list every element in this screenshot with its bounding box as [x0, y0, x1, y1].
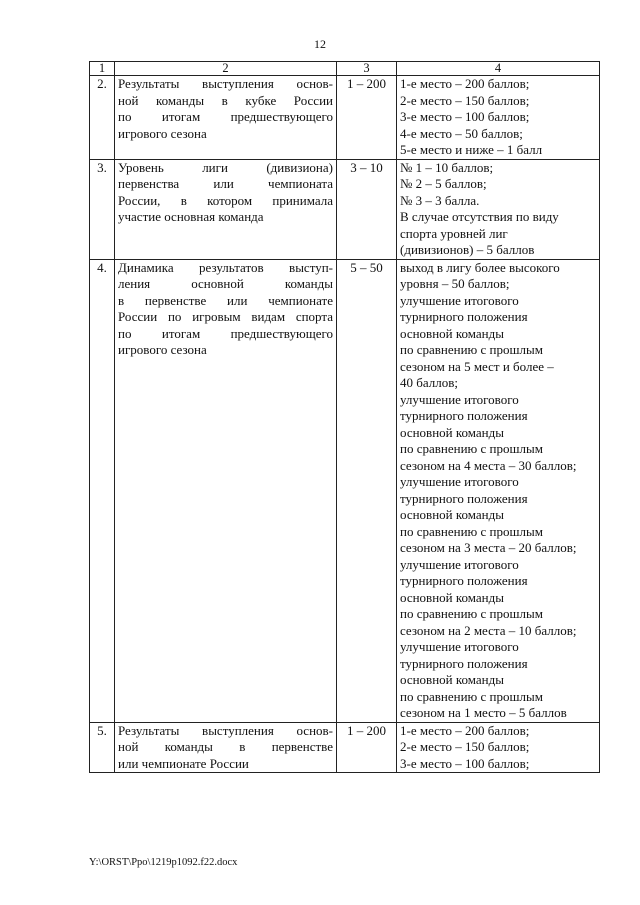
scoring-line: 2-е место – 150 баллов; — [400, 739, 530, 754]
table-row — [90, 159, 600, 259]
scoring-line: турнирного положения — [400, 573, 528, 588]
scoring-line: основной команды — [400, 672, 504, 687]
scoring-line: В случае отсутствия по виду — [400, 209, 559, 224]
scoring-cell — [397, 722, 600, 773]
scoring-line: 3-е место – 100 баллов; — [400, 109, 530, 124]
scoring-line: по сравнению с прошлым — [400, 688, 543, 704]
scoring-line: выход в лигу более высокого — [400, 259, 560, 275]
header-cell: 3 — [337, 62, 397, 76]
row-number: 3. — [90, 159, 115, 259]
scoring-line: улучшение итогового — [400, 292, 519, 308]
table-header-row — [90, 62, 600, 76]
file-path-footer: Y:\ORST\Ppo\1219p1092.f22.docx — [89, 857, 238, 868]
criterion-line: Результаты выступления основ- — [118, 76, 333, 91]
scoring-line: сезоном на 1 место – 5 баллов — [400, 705, 567, 720]
score-range: 1 – 200 — [337, 76, 397, 160]
criterion-cell — [115, 259, 337, 722]
criterion-line: ной команды в первенстве — [118, 739, 333, 754]
row-number: 2. — [90, 76, 115, 160]
criterion-cell — [115, 722, 337, 773]
scoring-line: 40 баллов; — [400, 375, 458, 390]
scoring-cell — [397, 259, 600, 722]
row-number: 5. — [90, 722, 115, 773]
scoring-line: улучшение итогового — [400, 639, 519, 654]
criterion-line: Динамика результатов выступ- — [118, 259, 333, 275]
scoring-line: уровня – 50 баллов; — [400, 276, 510, 291]
scoring-line: турнирного положения — [400, 309, 528, 324]
criterion-line: в первенстве или чемпионате — [118, 292, 333, 308]
page-number: 12 — [314, 37, 326, 51]
scoring-line: сезоном на 3 места – 20 баллов; — [400, 540, 577, 555]
scoring-line: по сравнению с прошлым — [400, 606, 543, 621]
scoring-line: основной команды — [400, 325, 504, 341]
table-row — [90, 259, 600, 722]
scoring-line: сезоном на 4 места – 30 баллов; — [400, 457, 577, 473]
scoring-line: улучшение итогового — [400, 391, 519, 407]
criterion-cell — [115, 159, 337, 259]
scoring-line: по сравнению с прошлым — [400, 441, 543, 456]
criterion-line: России по игровым видам спорта — [118, 309, 333, 324]
criterion-line: ления основной команды — [118, 276, 333, 291]
criterion-line: участие основная команда — [118, 209, 264, 224]
scoring-line: основной команды — [400, 589, 504, 605]
scoring-line: 2-е место – 150 баллов; — [400, 92, 530, 108]
criterion-line: игрового сезона — [118, 342, 207, 357]
row-number: 4. — [90, 259, 115, 722]
table-row — [90, 722, 600, 773]
scoring-line: № 3 – 3 балла. — [400, 192, 480, 208]
score-range: 5 – 50 — [337, 259, 397, 722]
scoring-line: по сравнению с прошлым — [400, 342, 543, 357]
header-cell: 4 — [397, 62, 600, 76]
score-range: 3 – 10 — [337, 159, 397, 259]
scoring-line: 3-е место – 100 баллов; — [400, 755, 530, 771]
criterion-line: или чемпионате России — [118, 755, 249, 771]
scoring-cell — [397, 159, 600, 259]
scoring-line: 1-е место – 200 баллов; — [400, 76, 530, 91]
scoring-line: основной команды — [400, 507, 504, 522]
scoring-line: сезоном на 2 места – 10 баллов; — [400, 622, 577, 638]
header-cell: 2 — [115, 62, 337, 76]
criterion-cell — [115, 76, 337, 160]
scoring-line: турнирного положения — [400, 490, 528, 506]
criteria-table — [89, 61, 600, 773]
scoring-line: 5-е место и ниже – 1 балл — [400, 142, 543, 157]
table-row — [90, 76, 600, 160]
scoring-line: (дивизионов) – 5 баллов — [400, 242, 535, 257]
criterion-line: игрового сезона — [118, 125, 207, 141]
criterion-line: России, в котором принимала — [118, 192, 333, 208]
scoring-line: спорта уровней лиг — [400, 225, 508, 241]
criterion-line: Уровень лиги (дивизиона) — [118, 159, 333, 175]
scoring-cell — [397, 76, 600, 160]
scoring-line: основной команды — [400, 424, 504, 440]
criterion-line: Результаты выступления основ- — [118, 722, 333, 738]
criterion-line: ной команды в кубке России — [118, 92, 333, 108]
scoring-line: 1-е место – 200 баллов; — [400, 722, 530, 738]
scoring-line: № 1 – 10 баллов; — [400, 159, 494, 175]
header-cell: 1 — [90, 62, 115, 76]
scoring-line: турнирного положения — [400, 408, 528, 423]
score-range: 1 – 200 — [337, 722, 397, 773]
scoring-line: № 2 – 5 баллов; — [400, 176, 487, 191]
scoring-line: по сравнению с прошлым — [400, 523, 543, 539]
scoring-line: сезоном на 5 мест и более – — [400, 358, 554, 374]
scoring-line: улучшение итогового — [400, 474, 519, 489]
criterion-line: по итогам предшествующего — [118, 325, 333, 341]
criterion-line: по итогам предшествующего — [118, 109, 333, 124]
criterion-line: первенства или чемпионата — [118, 176, 333, 191]
scoring-line: турнирного положения — [400, 655, 528, 671]
scoring-line: улучшение итогового — [400, 556, 519, 572]
scoring-line: 4-е место – 50 баллов; — [400, 125, 523, 141]
